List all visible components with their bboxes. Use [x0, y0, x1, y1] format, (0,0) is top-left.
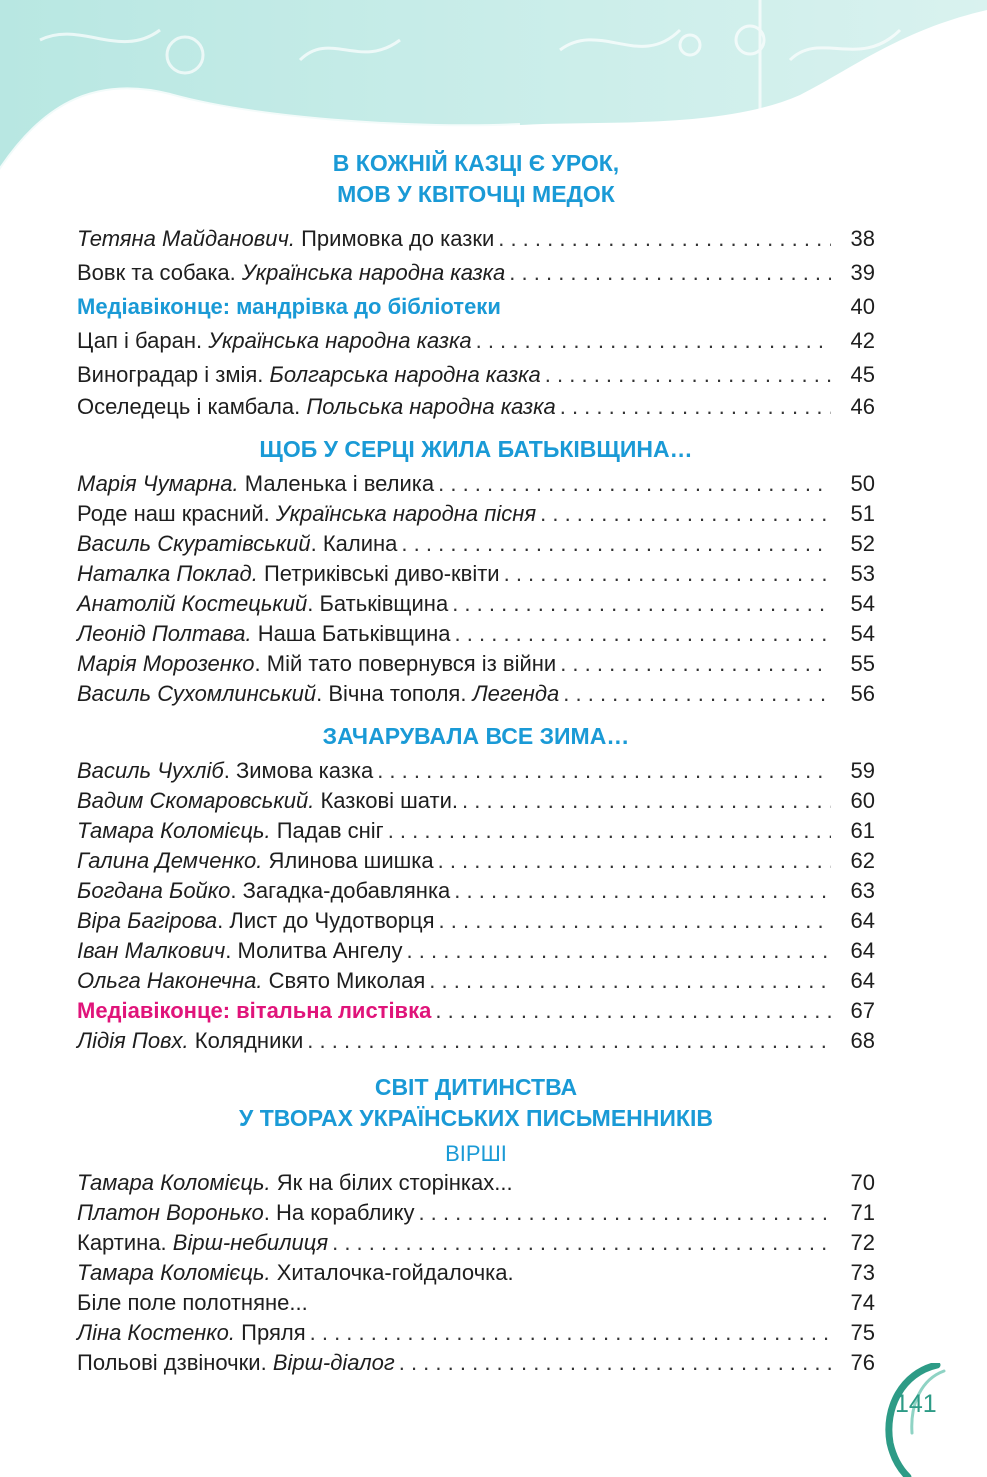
- entry-title: Польові дзвіночки.: [77, 1350, 267, 1375]
- entry-author: Тамара Коломієць.: [77, 818, 271, 843]
- toc-entry[interactable]: [77, 1318, 875, 1348]
- entry-title: Як на білих сторінках...: [276, 1170, 513, 1195]
- toc-entry[interactable]: [77, 1288, 875, 1318]
- toc-entry[interactable]: [77, 649, 875, 679]
- toc-entry[interactable]: [77, 529, 875, 559]
- entry-note: Болгарська народна казка: [269, 362, 541, 387]
- entry-author: Вадим Скомаровський.: [77, 788, 315, 813]
- heading-line: СВІТ ДИТИНСТВА: [374, 1074, 578, 1100]
- toc-entry[interactable]: [77, 906, 875, 936]
- entry-title: Пряля: [241, 1320, 306, 1345]
- entry-author: Василь Сухомлинський: [77, 681, 317, 706]
- toc-entry[interactable]: [77, 1228, 875, 1258]
- section-subheading: ВІРШІ: [445, 1141, 507, 1166]
- entry-title: Хиталочка-гойдалочка.: [276, 1260, 514, 1285]
- entry-note: Українська народна казка: [208, 328, 472, 353]
- entry-page: 74: [850, 1290, 875, 1315]
- toc-entry[interactable]: [77, 679, 875, 709]
- toc-entry[interactable]: [77, 1198, 875, 1228]
- entry-title: . Загадка-добавлянка: [230, 878, 451, 903]
- page-number-ornament: [882, 1363, 987, 1477]
- entry-page: 46: [850, 394, 875, 419]
- entry-page: 68: [850, 1028, 875, 1053]
- entry-title: . Калина: [310, 531, 398, 556]
- toc-entry[interactable]: [77, 392, 875, 422]
- entry-title: Наша Батьківщина: [257, 621, 451, 646]
- entry-author: Лідія Повх.: [77, 1028, 189, 1053]
- entry-title: . Мій тато повернувся із війни: [254, 651, 557, 676]
- entry-author: Наталка Поклад.: [77, 561, 258, 586]
- heading-line: В КОЖНІЙ КАЗЦІ Є УРОК,: [332, 150, 620, 176]
- toc-entry[interactable]: [77, 1168, 875, 1198]
- entry-page: 67: [850, 998, 875, 1023]
- entry-title: Ялинова шишка: [268, 848, 434, 873]
- entry-title: . На кораблику: [263, 1200, 415, 1225]
- table-of-contents: [77, 143, 875, 1378]
- entry-title: Колядники: [194, 1028, 304, 1053]
- entry-title: . Молитва Ангелу: [225, 938, 403, 963]
- entry-page: 71: [850, 1200, 875, 1225]
- entry-page: 64: [850, 908, 875, 933]
- entry-page: 54: [850, 621, 875, 646]
- entry-page: 54: [850, 591, 875, 616]
- entry-title: Казкові шати.: [320, 788, 459, 813]
- section-heading: [77, 1072, 875, 1134]
- entry-page: 64: [850, 938, 875, 963]
- toc-entry[interactable]: [77, 589, 875, 619]
- section-heading: ЗАЧАРУВАЛА ВСЕ ЗИМА…: [322, 723, 630, 749]
- entry-note: Вірш-небилиця: [172, 1230, 329, 1255]
- entry-title: Вовк та собака.: [77, 260, 236, 285]
- toc-entry-media-window[interactable]: [77, 290, 875, 324]
- toc-entry[interactable]: [77, 936, 875, 966]
- toc-entry[interactable]: [77, 324, 875, 358]
- entry-author: Віра Багірова: [77, 908, 218, 933]
- entry-note: Українська народна пісня: [275, 501, 537, 526]
- toc-section: [77, 1072, 875, 1378]
- entry-page: 70: [850, 1170, 875, 1195]
- section-heading: ЩОБ У СЕРЦІ ЖИЛА БАТЬКІВЩИНА…: [259, 436, 693, 462]
- entry-author: Платон Воронько: [77, 1200, 264, 1225]
- toc-entry[interactable]: [77, 876, 875, 906]
- entry-page: 63: [850, 878, 875, 903]
- toc-entry[interactable]: [77, 816, 875, 846]
- entry-page: 38: [850, 226, 875, 251]
- toc-entry[interactable]: [77, 256, 875, 290]
- entry-page: 72: [850, 1230, 875, 1255]
- entry-author: Леонід Полтава.: [77, 621, 252, 646]
- toc-section: [77, 434, 875, 709]
- entry-title: Виноградар і змія.: [77, 362, 264, 387]
- entry-author: Іван Малкович: [77, 938, 226, 963]
- toc-entry[interactable]: [77, 222, 875, 256]
- entry-title: Роде наш красний.: [77, 501, 270, 526]
- entry-page: 75: [850, 1320, 875, 1345]
- entry-author: Анатолій Костецький: [77, 591, 308, 616]
- entry-author: Тетяна Майданович.: [77, 226, 295, 251]
- entry-page: 64: [850, 968, 875, 993]
- entry-title: . Вічна тополя.: [316, 681, 467, 706]
- entry-author: Галина Демченко.: [77, 848, 263, 873]
- entry-page: 60: [850, 788, 875, 813]
- toc-entry[interactable]: [77, 1348, 875, 1378]
- toc-entry[interactable]: [77, 619, 875, 649]
- toc-entry[interactable]: [77, 966, 875, 996]
- entry-page: 59: [850, 758, 875, 783]
- entry-page: 61: [850, 818, 875, 843]
- toc-entry-media-window[interactable]: [77, 996, 875, 1026]
- toc-section: [77, 148, 875, 422]
- entry-page: 52: [850, 531, 875, 556]
- entry-title: Падав сніг: [276, 818, 384, 843]
- entry-author: Богдана Бойко: [77, 878, 231, 903]
- toc-entry[interactable]: [77, 846, 875, 876]
- entry-title: . Зимова казка: [223, 758, 374, 783]
- entry-author: Марія Чумарна.: [77, 471, 239, 496]
- entry-author: Марія Морозенко: [77, 651, 255, 676]
- entry-page: 51: [850, 501, 875, 526]
- heading-line: У ТВОРАХ УКРАЇНСЬКИХ ПИСЬМЕННИКІВ: [239, 1105, 713, 1131]
- toc-entry[interactable]: [77, 1258, 875, 1288]
- entry-title: Цап і баран.: [77, 328, 203, 353]
- entry-title: . Лист до Чудотворця: [217, 908, 435, 933]
- entry-author: Ольга Наконечна.: [77, 968, 263, 993]
- entry-page: 50: [850, 471, 875, 496]
- heading-line: МОВ У КВІТОЧЦІ МЕДОК: [337, 181, 615, 207]
- entry-author: Василь Скуратівський: [77, 531, 311, 556]
- entry-author: Тамара Коломієць.: [77, 1260, 271, 1285]
- entry-title: Примовка до казки: [301, 226, 495, 251]
- entry-page: 40: [850, 294, 875, 319]
- entry-title: Оселедець і камбала.: [77, 394, 301, 419]
- entry-page: 42: [850, 328, 875, 353]
- entry-note: Українська народна казка: [241, 260, 506, 285]
- entry-title: Петриківські диво-квіти: [263, 561, 500, 586]
- entry-page: 73: [850, 1260, 875, 1285]
- entry-page: 76: [850, 1350, 875, 1375]
- toc-entry[interactable]: [77, 756, 875, 786]
- entry-page: 55: [850, 651, 875, 676]
- entry-author: Василь Чухліб: [77, 758, 224, 783]
- entry-page: 56: [850, 681, 875, 706]
- entry-title: Біле поле полотняне...: [77, 1290, 308, 1315]
- toc-entry[interactable]: [77, 358, 875, 392]
- entry-page: 45: [850, 362, 875, 387]
- entry-page: 39: [850, 260, 875, 285]
- entry-title: Картина.: [77, 1230, 173, 1255]
- entry-note: Польська народна казка: [306, 394, 556, 419]
- toc-entry[interactable]: [77, 559, 875, 589]
- toc-entry[interactable]: [77, 469, 875, 499]
- entry-note: Вірш-діалог: [272, 1350, 395, 1375]
- entry-title: Свято Миколая: [268, 968, 426, 993]
- entry-title: Маленька і велика: [244, 471, 435, 496]
- section-heading: [77, 148, 875, 210]
- entry-page: 62: [850, 848, 875, 873]
- toc-section: [77, 721, 875, 1056]
- page-number: 141: [895, 1390, 937, 1418]
- toc-entry[interactable]: [77, 1026, 875, 1056]
- entry-page: 53: [850, 561, 875, 586]
- toc-entry[interactable]: [77, 786, 875, 816]
- entry-note: Легенда: [472, 681, 560, 706]
- entry-title: Медіавіконце: мандрівка до бібліотеки: [77, 294, 501, 319]
- toc-entry[interactable]: [77, 499, 875, 529]
- entry-title: . Батьківщина: [307, 591, 449, 616]
- entry-author: Тамара Коломієць.: [77, 1170, 271, 1195]
- entry-title: Медіавіконце: вітальна листівка: [77, 998, 432, 1023]
- entry-author: Ліна Костенко.: [77, 1320, 236, 1345]
